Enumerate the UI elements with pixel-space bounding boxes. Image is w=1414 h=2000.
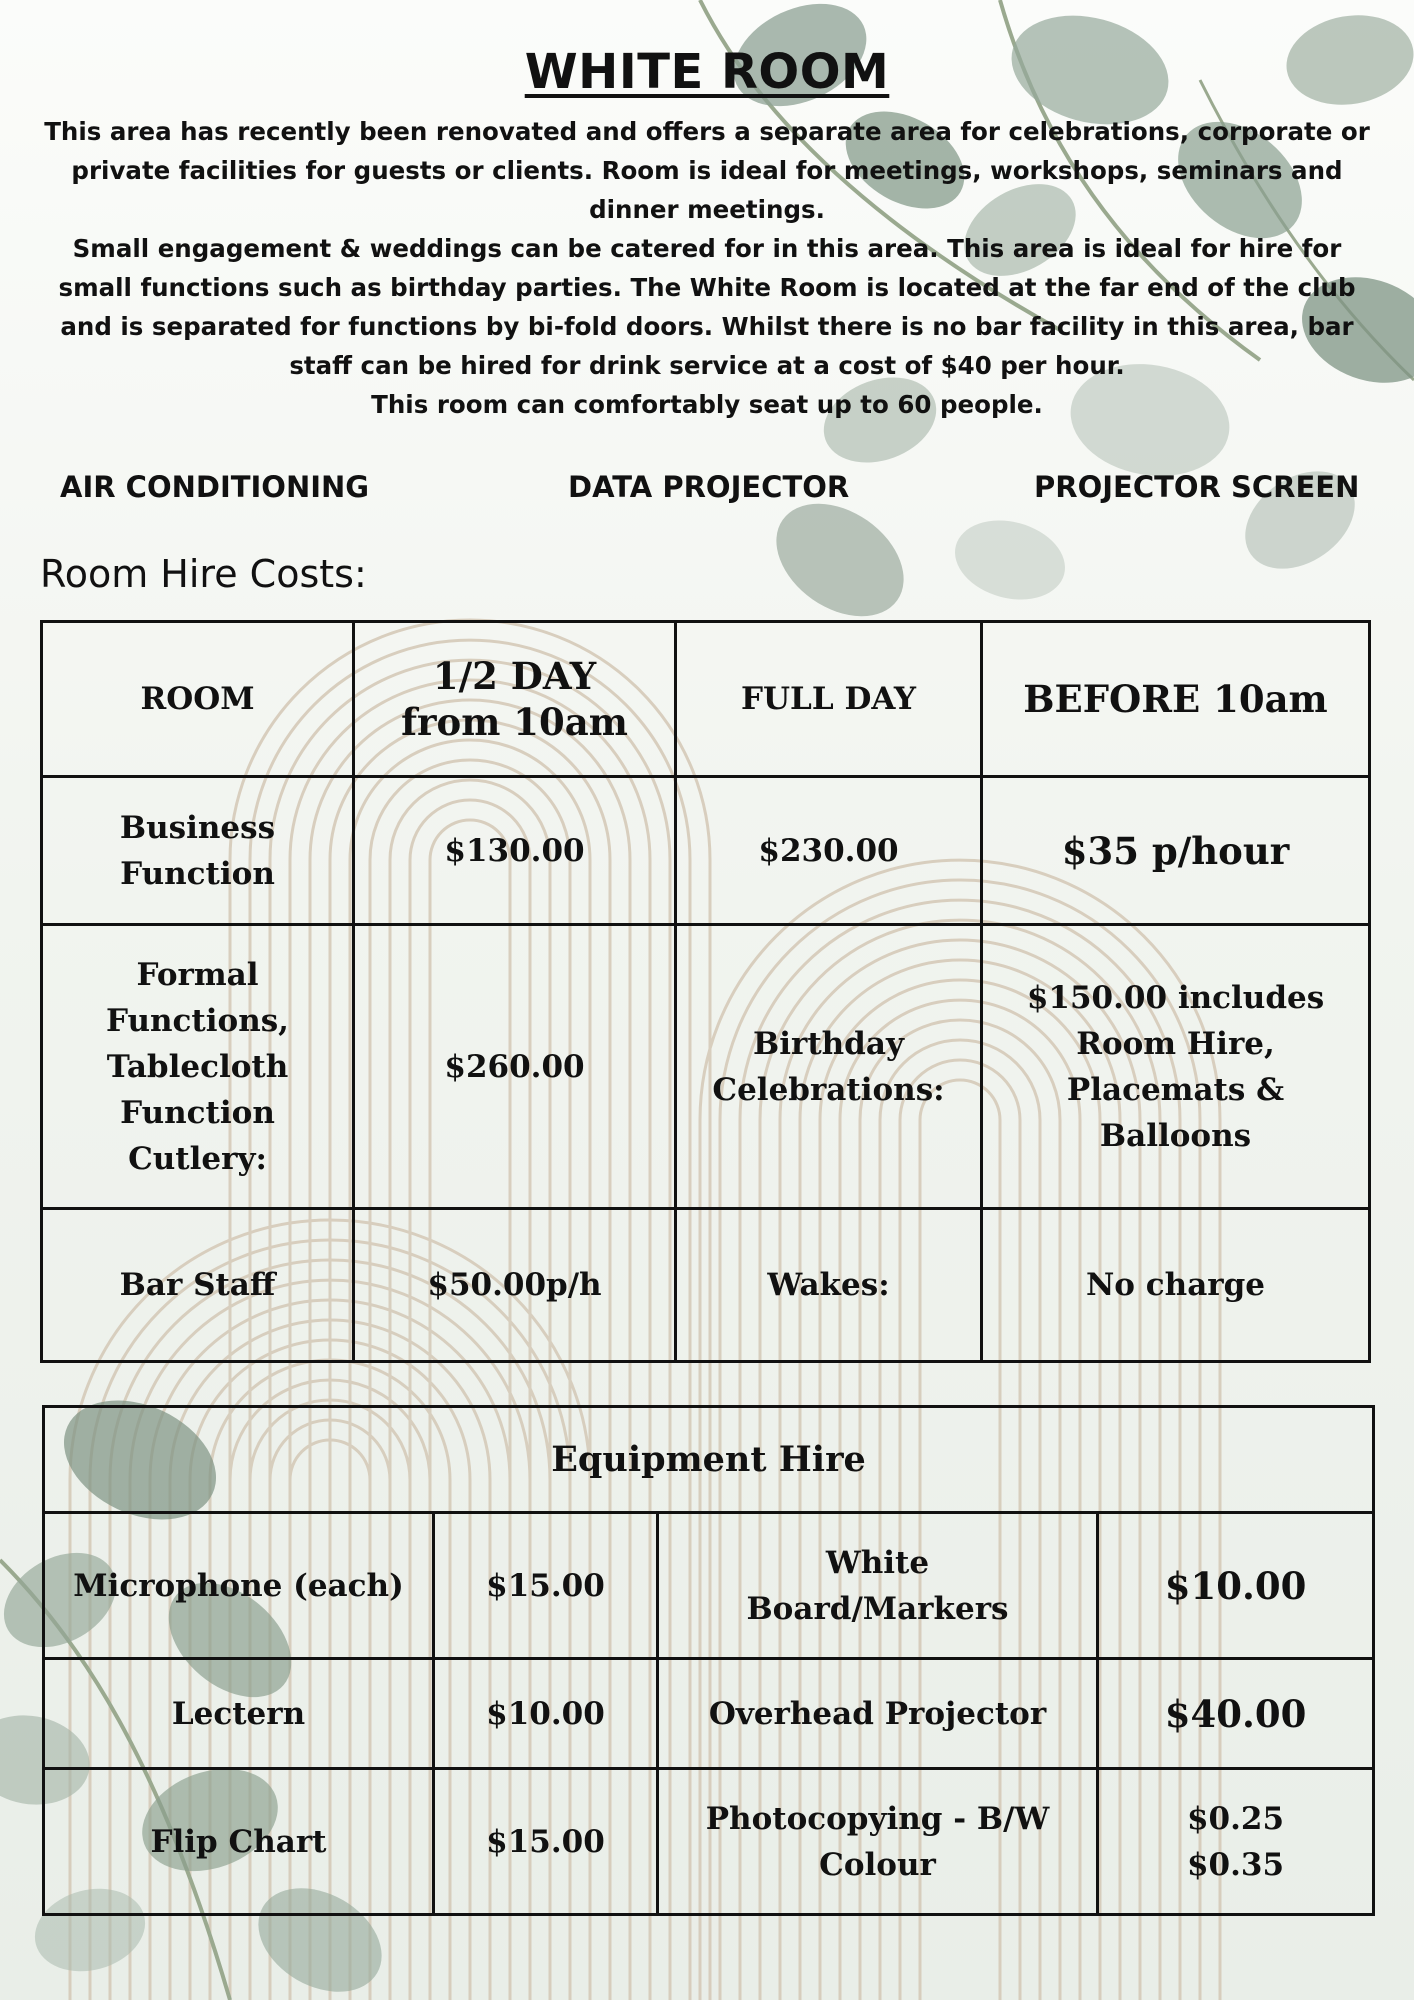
- table-row: [42, 777, 1370, 925]
- equip-label-lectern: Lectern: [44, 1659, 434, 1769]
- equip-label-microphone: Microphone (each): [44, 1513, 434, 1659]
- row-label-business: Business Function: [42, 777, 354, 925]
- room-hire-table: [40, 620, 1371, 1363]
- feature-projector-screen: PROJECTOR SCREEN: [1034, 470, 1360, 504]
- price-business-full-day: $230.00: [676, 777, 982, 925]
- table-row: [42, 1209, 1370, 1362]
- equip-label-whiteboard: White Board/Markers: [658, 1513, 1098, 1659]
- feature-data-projector: DATA PROJECTOR: [568, 470, 850, 504]
- price-formal: $260.00: [354, 925, 676, 1209]
- header-full-day: FULL DAY: [676, 622, 982, 777]
- price-wakes: No charge: [982, 1209, 1370, 1362]
- price-bar-staff: $50.00p/h: [354, 1209, 676, 1362]
- intro-paragraph-2: Small engagement & weddings can be catered for in this area. This area is ideal for hire for small functions such as birthday parties. The White Room is located at the far end of the club and is separated for functions by bi-fold doors. Whilst there is no bar facility in this area, bar staff can be hired for drink service at a cost of $40 per hour.: [58, 234, 1356, 380]
- equip-label-photocopying: Photocopying - B/W Colour: [658, 1769, 1098, 1915]
- intro-text: [40, 112, 1374, 424]
- equip-price-lectern: $10.00: [434, 1659, 658, 1769]
- header-before-10am: BEFORE 10am: [982, 622, 1370, 777]
- table-row: [42, 925, 1370, 1209]
- equip-price-microphone: $15.00: [434, 1513, 658, 1659]
- row-label-formal: Formal Functions, Tablecloth Function Cutlery:: [42, 925, 354, 1209]
- equip-price-whiteboard: $10.00: [1098, 1513, 1374, 1659]
- header-room: ROOM: [42, 622, 354, 777]
- row-label-wakes: Wakes:: [676, 1209, 982, 1362]
- room-hire-costs-heading: Room Hire Costs:: [40, 552, 367, 596]
- table-row: [44, 1513, 1374, 1659]
- row-label-bar-staff: Bar Staff: [42, 1209, 354, 1362]
- intro-paragraph-1: This area has recently been renovated and offers a separate area for celebrations, corporate or private facilities for guests or clients. Room is ideal for meetings, workshops, seminars and dinner meetings.: [44, 117, 1370, 224]
- intro-paragraph-3: This room can comfortably seat up to 60 people.: [371, 390, 1043, 419]
- equip-price-flipchart: $15.00: [434, 1769, 658, 1915]
- equip-label-overhead: Overhead Projector: [658, 1659, 1098, 1769]
- equipment-header-row: [44, 1407, 1374, 1513]
- equip-price-photocopying: $0.25 $0.35: [1098, 1769, 1374, 1915]
- price-business-before-10am: $35 p/hour: [982, 777, 1370, 925]
- equipment-hire-table: [42, 1405, 1375, 1916]
- equip-label-flipchart: Flip Chart: [44, 1769, 434, 1915]
- header-half-day: 1/2 DAY from 10am: [354, 622, 676, 777]
- table-row: [44, 1769, 1374, 1915]
- page-title: WHITE ROOM: [524, 44, 890, 100]
- equipment-hire-heading: Equipment Hire: [44, 1407, 1374, 1513]
- row-label-birthday: Birthday Celebrations:: [676, 925, 982, 1209]
- table-row: [44, 1659, 1374, 1769]
- price-business-half-day: $130.00: [354, 777, 676, 925]
- table-header-row: [42, 622, 1370, 777]
- equip-price-overhead: $40.00: [1098, 1659, 1374, 1769]
- feature-air-conditioning: AIR CONDITIONING: [60, 470, 370, 504]
- price-birthday: $150.00 includes Room Hire, Placemats & Balloons: [982, 925, 1370, 1209]
